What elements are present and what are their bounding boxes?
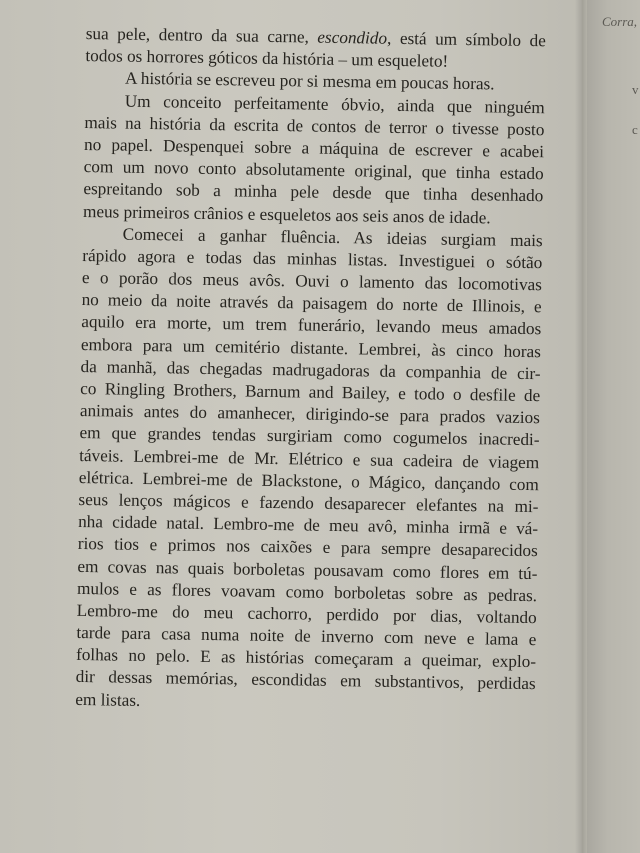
italic-word: escondido <box>317 27 388 48</box>
text-line: aquilo era morte, um trem funerário, levando meus amados <box>81 312 542 339</box>
text-line: espreitando sob a minha pele desde que tinha desenhado <box>83 179 544 206</box>
text-line: A história se escreveu por si mesma em poucas horas. <box>124 68 495 94</box>
text-line: Comecei a ganhar fluência. As ideias surgiam mais <box>122 224 543 250</box>
text-line: táveis. Lembrei-me de Mr. Elétrico e sua cadeira de viagem <box>79 445 540 472</box>
text-line: folhas no pelo. E as histórias começaram a queimar, explo- <box>75 645 537 672</box>
text-line: no papel. Despenquei sobre a máquina de escrever e acabei <box>83 134 545 162</box>
text-line: mulos e as flores voavam como borboletas sobre as pedras. <box>76 578 538 605</box>
text-line: elétrica. Lembrei-me de Blackstone, o Mágico, dançando com <box>78 467 539 494</box>
facing-page-letter: c <box>632 122 638 137</box>
text-line: no meio da noite através da paisagem do norte de Illinois, e <box>81 290 542 317</box>
text-line: embora para um cemitério distante. Lembrei, às cinco horas <box>80 334 542 361</box>
facing-page-header: Corra, <box>602 14 638 29</box>
text-line: Um conceito perfeitamente óbvio, ainda que ninguém <box>124 91 545 117</box>
text-line: tarde para casa numa noite de inverno com neve e lama e <box>76 622 537 650</box>
text-line: seus lenços mágicos e fazendo desaparecer elefantes na mi- <box>78 489 539 517</box>
text-line: rios tios e primos nos caixões e para sempre desaparecidos <box>77 534 538 561</box>
book-gutter-shadow <box>575 0 587 853</box>
text-line: da manhã, das chegadas madrugadoras da companhia de cir- <box>80 356 541 383</box>
text-line: co Ringling Brothers, Barnum and Bailey, e todo o desfile de <box>80 378 541 406</box>
text-line: Lembro-me do meu cachorro, perdido por dias, voltando <box>76 600 537 628</box>
text-line: animais antes do amanhecer, dirigindo-se para prados vazios <box>79 401 541 428</box>
text-line: em listas. <box>75 689 141 710</box>
text-line: e o porão dos meus avôs. Ouvi o lamento das locomotivas <box>81 268 543 295</box>
text-line: mais na história da escrita de contos de terror o tivesse posto <box>84 112 545 139</box>
facing-page-letter: v <box>632 82 639 97</box>
text-line: dir dessas memórias, escondidas em substantivos, perdidas <box>75 667 536 694</box>
body-text <box>75 23 546 718</box>
text-line: rápido agora e todas das minhas listas. Investiguei o sótão <box>82 245 543 273</box>
text-line: todos os horrores góticos da história – um esqueleto! <box>85 46 449 71</box>
text-line: meus primeiros crânios e esqueletos aos seis anos de idade. <box>82 201 491 227</box>
text-line: em que grandes tendas surgiriam como cogumelos inacredi- <box>79 423 540 450</box>
text-line: nha cidade natal. Lembro-me de meu avô, minha irmã e vá- <box>78 512 539 539</box>
text-line: com um novo conto absolutamente original, que tinha estado <box>83 157 544 184</box>
text-line: em covas nas quais borboletas pousavam como flores em tú- <box>77 556 538 583</box>
text-line: sua pele, dentro da sua carne, escondido, está um símbolo de <box>85 23 546 51</box>
